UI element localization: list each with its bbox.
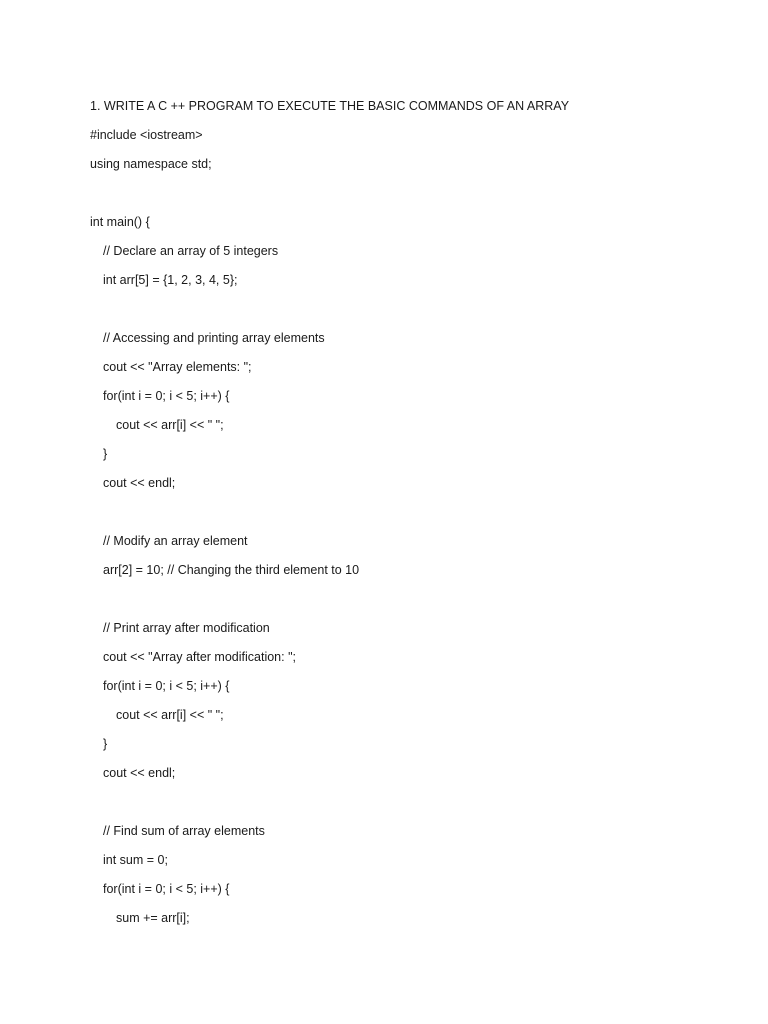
document-body: [90, 92, 730, 933]
code-line: int sum = 0;: [103, 853, 168, 867]
code-line: // Declare an array of 5 integers: [103, 244, 279, 258]
document-heading: 1. WRITE A C ++ PROGRAM TO EXECUTE THE BASIC COMMANDS OF AN ARRAY: [90, 99, 570, 113]
code-line: cout << arr[i] << " ";: [116, 708, 224, 722]
blank-line: [90, 585, 730, 614]
code-line: arr[2] = 10; // Changing the third element to 10: [103, 563, 360, 577]
code-listing: [90, 121, 730, 933]
code-line: // Print array after modification: [103, 621, 270, 635]
code-line: cout << endl;: [103, 766, 176, 780]
code-line: int main() {: [90, 215, 150, 229]
code-line: for(int i = 0; i < 5; i++) {: [103, 882, 230, 896]
blank-line: [90, 498, 730, 527]
blank-line: [90, 788, 730, 817]
code-line: using namespace std;: [90, 157, 212, 171]
code-line: for(int i = 0; i < 5; i++) {: [103, 679, 230, 693]
blank-line: [90, 179, 730, 208]
code-line: sum += arr[i];: [116, 911, 190, 925]
code-line: // Accessing and printing array elements: [103, 331, 325, 345]
code-line: cout << arr[i] << " ";: [116, 418, 224, 432]
code-line: cout << "Array elements: ";: [103, 360, 252, 374]
code-line: cout << endl;: [103, 476, 176, 490]
code-line: #include <iostream>: [90, 128, 203, 142]
code-line: // Find sum of array elements: [103, 824, 265, 838]
code-line: }: [103, 447, 108, 461]
code-line: for(int i = 0; i < 5; i++) {: [103, 389, 230, 403]
code-line: // Modify an array element: [103, 534, 248, 548]
code-line: cout << "Array after modification: ";: [103, 650, 296, 664]
code-line: int arr[5] = {1, 2, 3, 4, 5};: [103, 273, 238, 287]
code-line: }: [103, 737, 108, 751]
blank-line: [90, 295, 730, 324]
